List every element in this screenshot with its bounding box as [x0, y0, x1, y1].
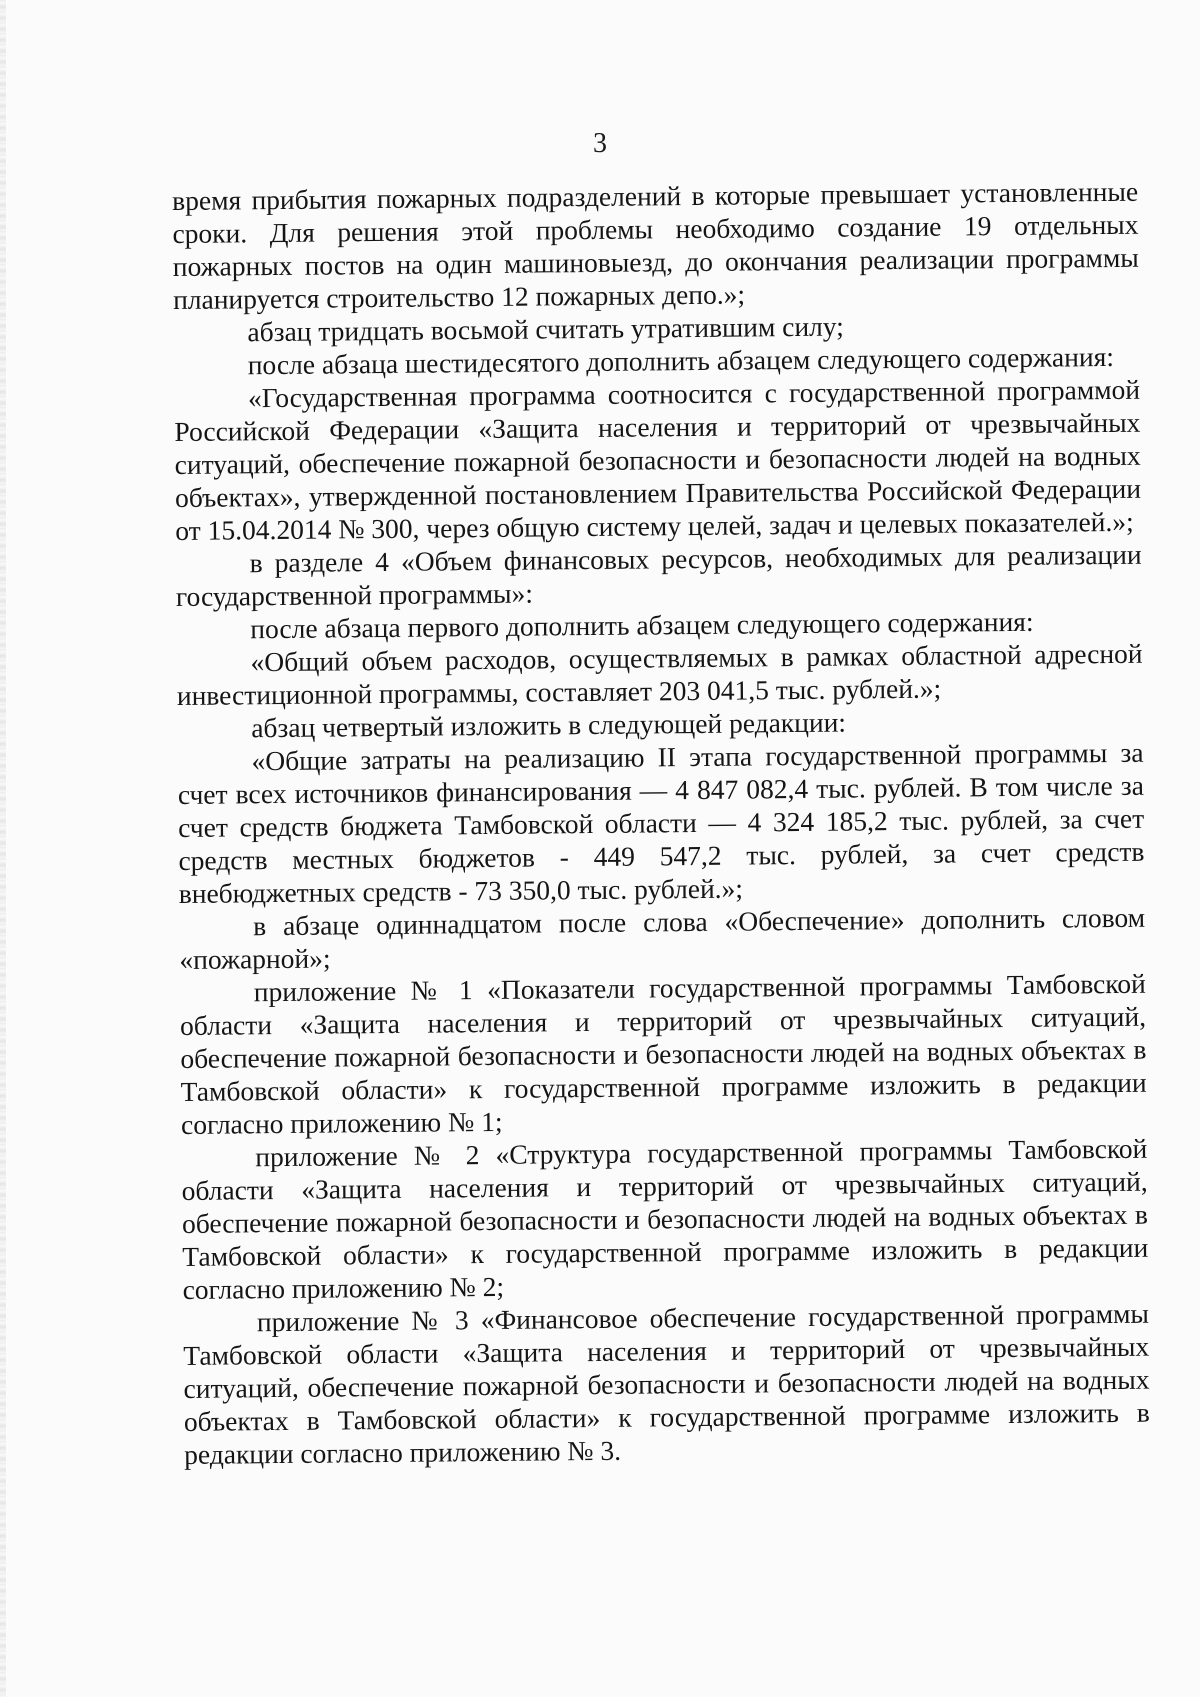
paragraph: после абзаца шестидесятого дополнить абзацем следующего содержания:	[247, 340, 1115, 381]
paragraph-continuation: время прибытия пожарных подразделений в которые превышает установленные сроки. Для решения этой проблемы необходимо создание 19 отдельных пожарных постов на один машиновыезд, до окончания реализации программы планируется строительство 12 пожарных депо.»;	[172, 175, 1139, 315]
paragraph: абзац тридцать восьмой считать утратившим силу;	[247, 310, 844, 348]
document-body	[172, 175, 1150, 1471]
paragraph: абзац четвертый изложить в следующей редакции:	[251, 706, 847, 744]
paragraph: после абзаца первого дополнить абзацем следующего содержания:	[250, 605, 1034, 645]
paragraph: в абзаце одиннадцатом после слова «Обеспечение» дополнить словом «пожарной»;	[179, 901, 1146, 975]
scan-edge-shadow	[0, 0, 6, 1697]
paragraph: приложение № 3 «Финансовое обеспечение государственной программы Тамбовской области «Защита населения и территорий от чрезвычайных ситуаций, обеспечение пожарной безопасности и безопасности людей на водных объектах в Тамбовской области» к государственной программе изложить в редакции согласно приложению № 3.	[183, 1297, 1150, 1470]
paragraph: в разделе 4 «Объем финансовых ресурсов, необходимых для реализации государственной программы»:	[175, 538, 1142, 612]
paragraph: приложение № 1 «Показатели государственной программы Тамбовской области «Защита населения и территорий от чрезвычайных ситуаций, обеспечение пожарной безопасности и безопасности людей на водных объектах в Тамбовской области» к государственной программе изложить в редакции согласно приложению № 1;	[179, 967, 1147, 1140]
paragraph: «Государственная программа соотносится с государственной программой Российской Федерации «Защита населения и территорий от чрезвычайных ситуаций, обеспечение пожарной безопасности и безопасности людей на водных объектах», утвержденной постановлением Правительства Российской Федерации от 15.04.2014 № 300, через общую систему целей, задач и целевых показателей.»;	[174, 373, 1142, 546]
page-number: 3	[593, 128, 607, 159]
paragraph: «Общие затраты на реализацию II этапа государственной программы за счет всех источников финансирования — 4 847 082,4 тыс. рублей. В том числе за счет средств бюджета Тамбовской области — 4 324 185,2 тыс. рублей, за счет средств местных бюджетов - 449 547,2 тыс. рублей, за счет средств внебюджетных средств - 73 350,0 тыс. рублей.»;	[177, 736, 1145, 909]
paragraph: «Общий объем расходов, осуществляемых в рамках областной адресной инвестиционной программы, составляет 203 041,5 тыс. рублей.»;	[176, 637, 1143, 711]
paragraph: приложение № 2 «Структура государственной программы Тамбовской области «Защита населения и территорий от чрезвычайных ситуаций, обеспечение пожарной безопасности и безопасности людей на водных объектах в Тамбовской области» к государственной программе изложить в редакции согласно приложению № 2;	[181, 1132, 1149, 1305]
